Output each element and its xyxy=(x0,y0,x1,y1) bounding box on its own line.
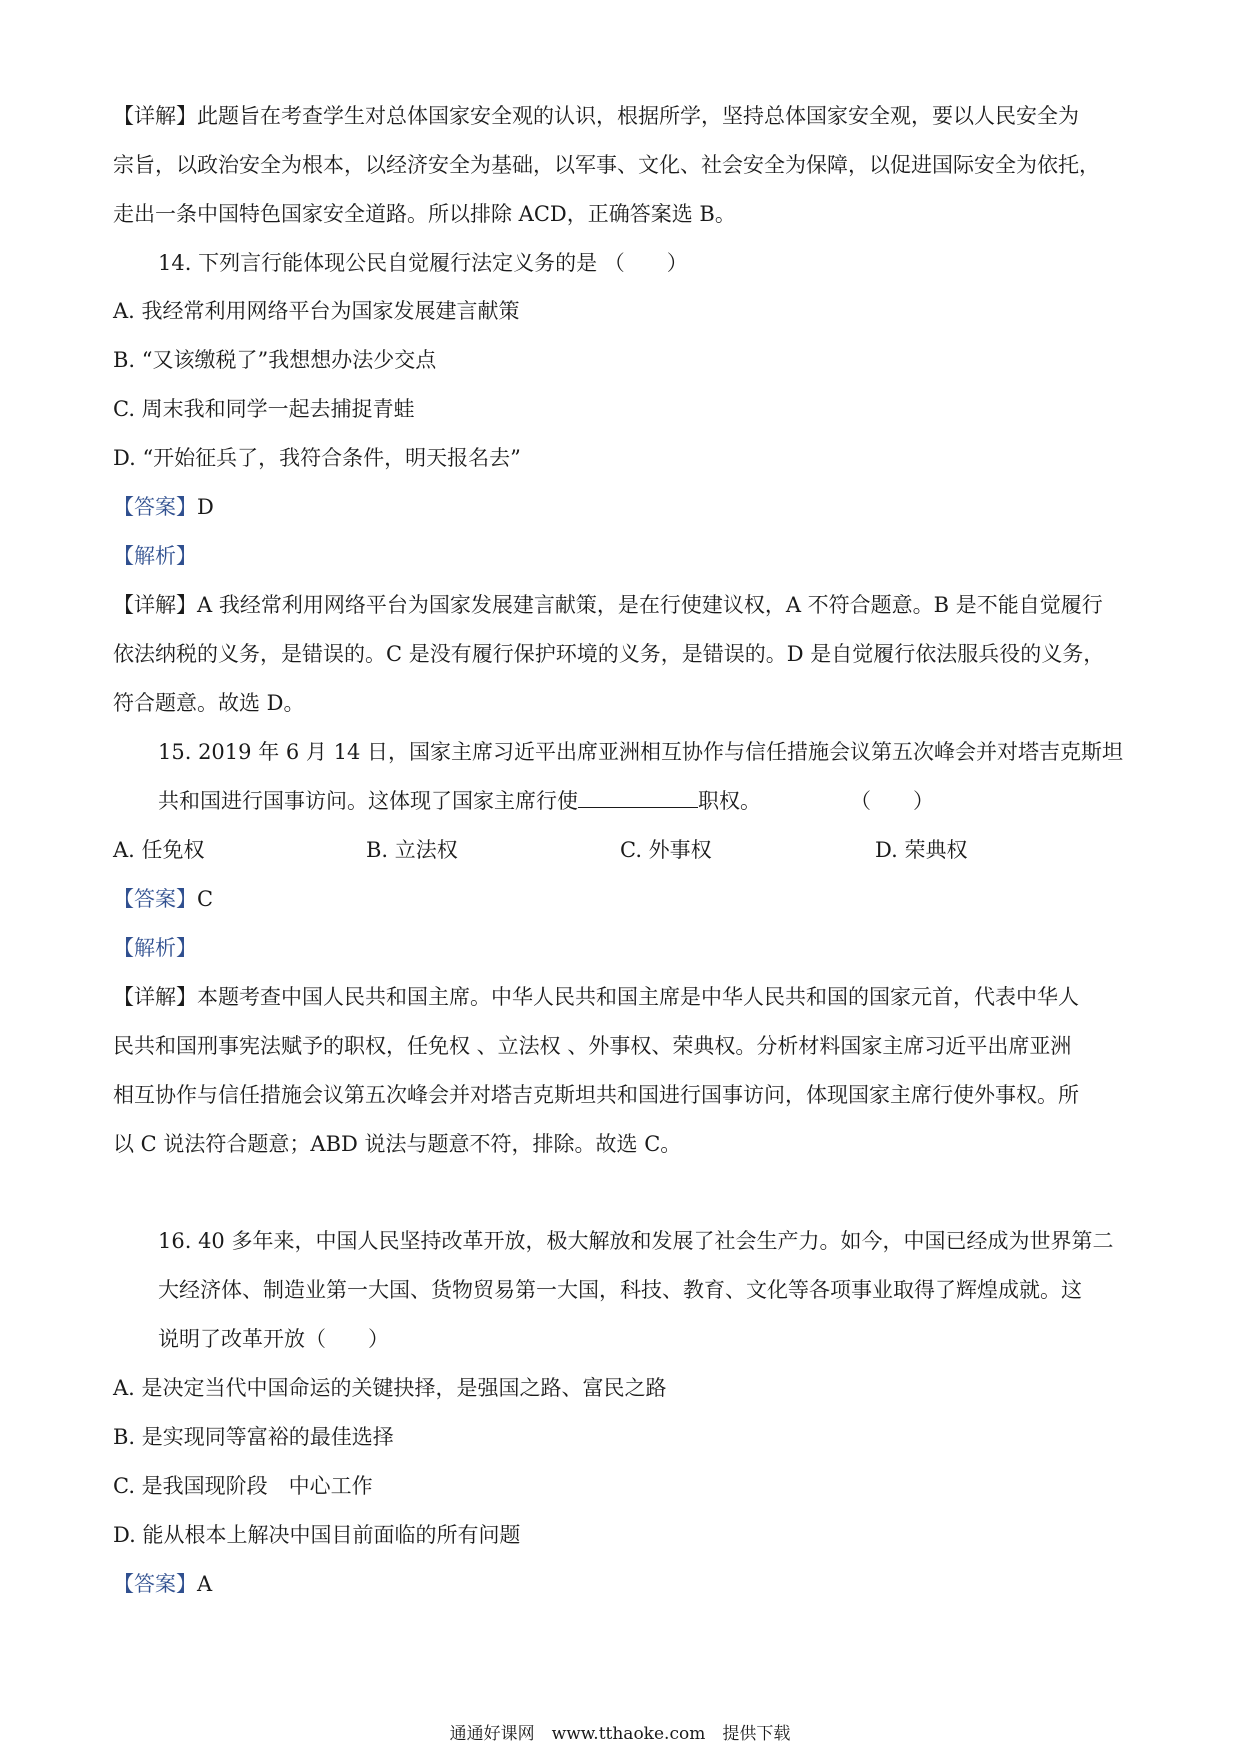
q14-detail-text-1: A 我经常利用网络平台为国家发展建言献策，是在行使建议权，A 不符合题意。B 是不能自觉履行 xyxy=(197,593,1103,617)
q13-detail-line xyxy=(113,101,1079,131)
q13-detail-tag: 【详解】 xyxy=(113,104,197,128)
q15-option-d: D. 荣典权 xyxy=(875,838,968,862)
q16-stem-line-2: 大经济体、制造业第一大国、货物贸易第一大国，科技、教育、文化等各项事业取得了辉煌成就。这 xyxy=(158,1278,1082,1302)
q15-analysis-tag xyxy=(113,933,197,963)
q15-answer xyxy=(113,884,213,914)
q14-answer-value: D xyxy=(197,495,214,519)
q15-detail-line xyxy=(113,982,1079,1012)
q15-detail-line-3: 相互协作与信任措施会议第五次峰会并对塔吉克斯坦共和国进行国事访问，体现国家主席行使外事权。所 xyxy=(113,1083,1079,1107)
q14-detail-tag: 【详解】 xyxy=(113,593,197,617)
q13-detail-line-3: 走出一条中国特色国家安全道路。所以排除 ACD，正确答案选 B。 xyxy=(113,202,736,226)
q15-option-b: B. 立法权 xyxy=(366,838,458,862)
q14-option-d: D. “开始征兵了，我符合条件，明天报名去” xyxy=(113,446,521,470)
q14-analysis-tag xyxy=(113,541,197,571)
q14-detail-line-3: 符合题意。故选 D。 xyxy=(113,691,305,715)
q14-detail-line xyxy=(113,590,1103,620)
q15-stem-text-a: 共和国进行国事访问。这体现了国家主席行使 xyxy=(158,789,578,813)
q16-option-d: D. 能从根本上解决中国目前面临的所有问题 xyxy=(113,1523,521,1547)
q13-detail-text-1: 此题旨在考查学生对总体国家安全观的认识，根据所学，坚持总体国家安全观，要以人民安全为 xyxy=(197,104,1079,128)
q15-detail-text-1: 本题考查中国人民共和国主席。中华人民共和国主席是中华人民共和国的国家元首，代表中华人 xyxy=(197,985,1079,1009)
q14-option-b: B. “又该缴税了”我想想办法少交点 xyxy=(113,348,437,372)
q14-option-c: C. 周末我和同学一起去捕捉青蛙 xyxy=(113,397,415,421)
q15-answer-value: C xyxy=(197,887,214,911)
q14-analysis-label: 【解析】 xyxy=(113,544,197,568)
q15-stem-line-2 xyxy=(158,786,761,816)
q15-stem-paren: （ ） xyxy=(850,789,934,813)
q15-answer-tag: 【答案】 xyxy=(113,887,197,911)
q16-stem-line-3: 说明了改革开放（ ） xyxy=(158,1327,389,1351)
q15-option-a: A. 任免权 xyxy=(113,838,205,862)
q15-detail-tag: 【详解】 xyxy=(113,985,197,1009)
q16-answer-value: A xyxy=(197,1572,213,1596)
q15-detail-line-2: 民共和国刑事宪法赋予的职权，任免权 、立法权 、外事权、荣典权。分析材料国家主席习近平出席亚洲 xyxy=(113,1034,1072,1058)
q16-option-c: C. 是我国现阶段 中心工作 xyxy=(113,1474,373,1498)
q14-detail-line-2: 依法纳税的义务，是错误的。C 是没有履行保护环境的义务，是错误的。D 是自觉履行依法服兵役的义务， xyxy=(113,642,1105,666)
q14-answer-tag: 【答案】 xyxy=(113,495,197,519)
q15-detail-line-4: 以 C 说法符合题意；ABD 说法与题意不符，排除。故选 C。 xyxy=(113,1132,682,1156)
q15-stem-line-1: 15. 2019 年 6 月 14 日，国家主席习近平出席亚洲相互协作与信任措施会议第五次峰会并对塔吉克斯坦 xyxy=(158,740,1123,764)
q15-stem-text-b: 职权。 xyxy=(698,789,761,813)
q14-stem: 14. 下列言行能体现公民自觉履行法定义务的是 （ ） xyxy=(158,251,688,275)
q13-detail-line-2: 宗旨，以政治安全为根本，以经济安全为基础，以军事、文化、社会安全为保障，以促进国际安全为依托， xyxy=(113,153,1100,177)
q14-option-a: A. 我经常利用网络平台为国家发展建言献策 xyxy=(113,299,520,323)
q16-option-a: A. 是决定当代中国命运的关键抉择，是强国之路、富民之路 xyxy=(113,1376,667,1400)
q14-answer xyxy=(113,492,214,522)
q16-answer xyxy=(113,1569,212,1599)
q15-fill-blank xyxy=(578,789,698,808)
q15-analysis-label: 【解析】 xyxy=(113,936,197,960)
q16-answer-tag: 【答案】 xyxy=(113,1572,197,1596)
q16-stem-line-1: 16. 40 多年来，中国人民坚持改革开放，极大解放和发展了社会生产力。如今，中国已经成为世界第二 xyxy=(158,1229,1114,1253)
q15-option-c: C. 外事权 xyxy=(620,838,712,862)
page-footer: 通通好课网 www.tthaoke.com 提供下载 xyxy=(449,1724,791,1744)
q16-option-b: B. 是实现同等富裕的最佳选择 xyxy=(113,1425,394,1449)
